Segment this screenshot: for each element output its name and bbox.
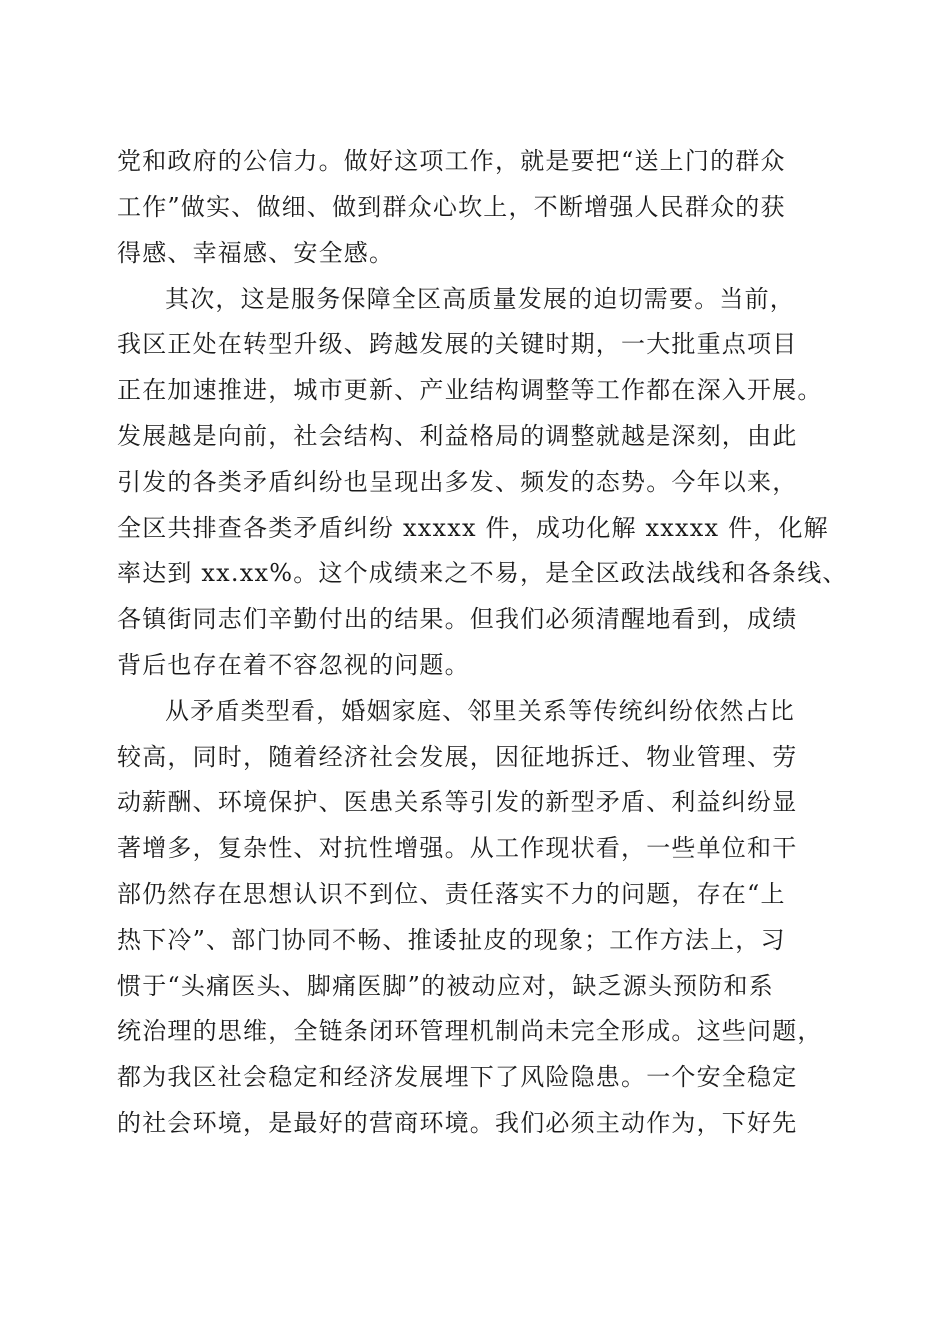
text-line-5: 我区正处在转型升级、跨越发展的关键时期，一大批重点项目 (117, 330, 798, 358)
text-line-11: 各镇街同志们辛勤付出的结果。但我们必须清醒地看到，成绩 (117, 605, 798, 633)
text-line-14: 较高，同时，随着经济社会发展，因征地拆迁、物业管理、劳 (117, 743, 798, 771)
text-line-8: 引发的各类矛盾纠纷也呈现出多发、频发的态势。今年以来， (117, 468, 798, 496)
text-line-17: 部仍然存在思想认识不到位、责任落实不力的问题，存在“上 (117, 880, 786, 908)
text-line-20: 统治理的思维，全链条闭环管理机制尚未完全形成。这些问题， (117, 1017, 823, 1045)
text-line-2: 工作”做实、做细、做到群众心坎上，不断增强人民群众的获 (117, 193, 786, 221)
text-line-7: 发展越是向前，社会结构、利益格局的调整就越是深刻，由此 (117, 422, 798, 450)
text-line-15: 动薪酬、环境保护、医患关系等引发的新型矛盾、利益纠纷显 (117, 788, 798, 816)
text-line-4: 其次，这是服务保障全区高质量发展的迫切需要。当前， (165, 285, 795, 313)
text-line-12: 背后也存在着不容忽视的问题。 (117, 651, 470, 679)
text-line-21: 都为我区社会稳定和经济发展埋下了风险隐患。一个安全稳定 (117, 1063, 798, 1091)
text-line-9: 全区共排查各类矛盾纠纷 xxxxx 件，成功化解 xxxxx 件，化解 (117, 514, 829, 542)
text-line-13: 从矛盾类型看，婚姻家庭、邻里关系等传统纠纷依然占比 (165, 697, 795, 725)
text-line-3: 得感、幸福感、安全感。 (117, 239, 395, 267)
text-line-1: 党和政府的公信力。做好这项工作，就是要把“送上门的群众 (117, 147, 786, 175)
text-line-10: 率达到 xx.xx%。这个成绩来之不易，是全区政法战线和各条线、 (117, 559, 848, 587)
text-line-22: 的社会环境，是最好的营商环境。我们必须主动作为，下好先 (117, 1109, 798, 1137)
text-line-18: 热下冷”、部门协同不畅、推诿扯皮的现象；工作方法上，习 (117, 926, 786, 954)
text-line-19: 惯于“头痛医头、脚痛医脚”的被动应对，缺乏源头预防和系 (117, 972, 774, 1000)
text-line-16: 著增多，复杂性、对抗性增强。从工作现状看，一些单位和干 (117, 834, 798, 862)
text-line-6: 正在加速推进，城市更新、产业结构调整等工作都在深入开展。 (117, 376, 823, 404)
